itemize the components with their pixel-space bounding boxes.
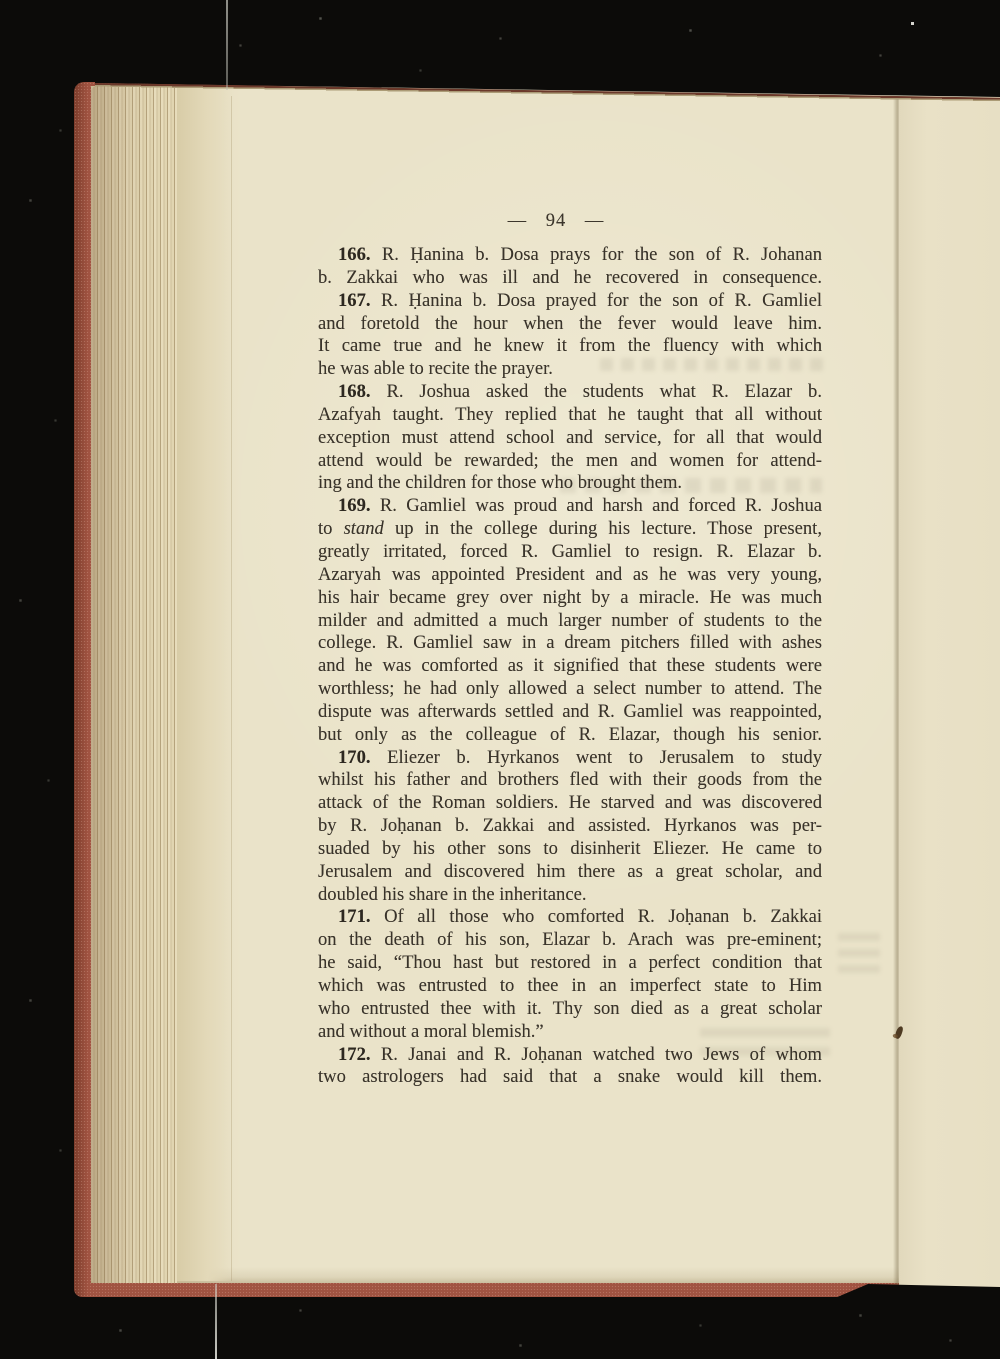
text-line: attack of the Roman soldiers. He starved and was discovered	[318, 792, 822, 814]
paragraph-number: 172.	[338, 1043, 371, 1065]
text-line: two astrologers had said that a snake would kill them.	[318, 1066, 822, 1088]
text-line: which was entrusted to thee in an imperfect state to Him	[318, 975, 822, 996]
text-line: he said, “Thou hast but restored in a perfect condition that	[318, 952, 822, 974]
text-line: suaded by his other sons to disinherit Eliezer. He came to	[318, 837, 822, 859]
paragraph-171	[318, 906, 822, 1043]
text-line: and without a moral blemish.”	[318, 1020, 544, 1042]
text-line: It came true and he knew it from the fluency with which	[318, 335, 822, 357]
book-cradle-string-top	[226, 0, 228, 90]
paragraph-166	[318, 244, 822, 290]
text-line: 166. R. Ḥanina b. Dosa prays for the son of R. Johanan	[338, 244, 822, 265]
paragraph-172	[318, 1044, 822, 1090]
paragraph-number: 169.	[338, 495, 371, 517]
top-page-edge-line	[231, 96, 232, 1281]
text-block	[318, 244, 822, 1089]
text-line: milder and admitted a much larger number of students to the	[318, 609, 822, 631]
text-line: and foretold the hour when the fever would leave him.	[318, 312, 822, 334]
text-line: and he was comforted as it signified that these students were	[318, 655, 822, 677]
paragraph-168	[318, 381, 822, 495]
text-line: Azafyah taught. They replied that he taught that all without	[318, 403, 822, 425]
text-line: by R. Joḥanan b. Zakkai and assisted. Hyrkanos was per-	[318, 815, 822, 837]
paragraph-number: 167.	[338, 289, 371, 311]
text-line: 171. Of all those who comforted R. Joḥanan b. Zakkai	[338, 906, 822, 928]
text-line: whilst his father and brothers fled with their goods from the	[318, 769, 822, 791]
text-line: but only as the colleague of R. Elazar, though his senior.	[318, 723, 822, 745]
text-line: who entrusted thee with it. Thy son died as a great scholar	[318, 997, 822, 1019]
book-cradle-string-bottom	[215, 1284, 217, 1359]
text-line: Jerusalem and discovered him there as a great scholar, and	[318, 860, 822, 882]
facing-page-sliver	[899, 96, 1000, 1288]
text-line: b. Zakkai who was ill and he recovered in consequence.	[318, 266, 822, 288]
text-line: his hair became grey over night by a miracle. He was much	[318, 586, 822, 608]
text-line: 172. R. Janai and R. Joḥanan watched two Jews of whom	[338, 1043, 822, 1065]
text-line: 167. R. Ḥanina b. Dosa prayed for the son of R. Gamliel	[338, 289, 822, 311]
page-number: — 94 —	[507, 211, 605, 231]
paragraph-number: 170.	[338, 746, 371, 768]
text-line: ing and the children for those who brought them.	[318, 472, 683, 494]
paragraph-number: 171.	[338, 906, 371, 928]
text-line: exception must attend school and service, for all that would	[318, 426, 822, 448]
text-line: 168. R. Joshua asked the students what R. Elazar b.	[338, 381, 822, 403]
paragraph-number: 166.	[338, 244, 371, 265]
paragraph-170	[318, 747, 822, 907]
paragraph-number: 168.	[338, 381, 371, 403]
text-line: 170. Eliezer b. Hyrkanos went to Jerusalem to study	[338, 746, 822, 768]
paragraph-167	[318, 290, 822, 381]
show-through-artifact	[838, 925, 880, 973]
page-curve-shading	[177, 88, 233, 1281]
text-line: dispute was afterwards settled and R. Gamliel was reappointed,	[318, 700, 822, 722]
paragraph-169	[318, 495, 822, 746]
text-line: greatly irritated, forced R. Gamliel to resign. R. Elazar b.	[318, 540, 822, 562]
page-stack-fore-edge	[91, 86, 177, 1283]
dust-speckles	[0, 0, 1, 1]
text-line: Azaryah was appointed President and as he was very young,	[318, 563, 822, 585]
text-line: worthless; he had only allowed a select number to attend. The	[318, 678, 822, 700]
text-line: on the death of his son, Elazar b. Arach was pre-eminent;	[318, 929, 822, 951]
text-line: doubled his share in the inheritance.	[318, 883, 587, 905]
text-line: attend would be rewarded; the men and women for attend-	[318, 449, 822, 471]
text-line: to stand up in the college during his lecture. Those present,	[318, 518, 822, 540]
text-line: 169. R. Gamliel was proud and harsh and forced R. Joshua	[338, 495, 822, 517]
text-line: he was able to recite the prayer.	[318, 358, 553, 380]
text-line: college. R. Gamliel saw in a dream pitchers filled with ashes	[318, 632, 822, 654]
